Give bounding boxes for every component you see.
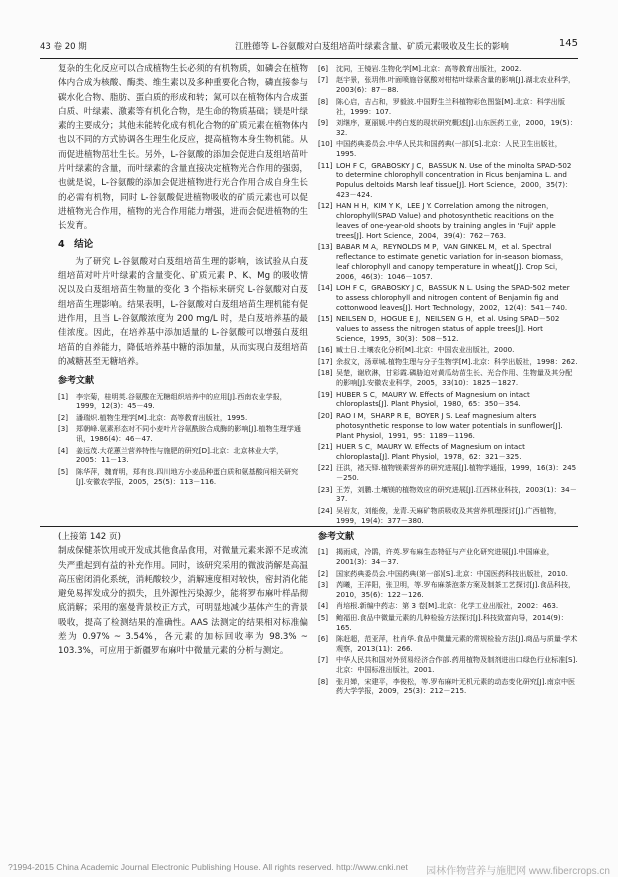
- reference-item: [318, 411, 578, 440]
- reference-number: [22]: [318, 463, 333, 473]
- reference-item: [318, 601, 578, 611]
- authors-title: 江胜德等 L-谷氨酸对白芨组培苗叶绿素含量、矿质元素吸收及生长的影响: [235, 42, 509, 52]
- upper-left-column: [58, 62, 308, 488]
- copyright-footer: ?1994-2015 China Academic Journal Electronic Publishing House. All rights reserved. http://www.cnki.net: [8, 862, 408, 872]
- reference-number: [6]: [318, 634, 329, 644]
- reference-number: [17]: [318, 356, 333, 366]
- reference-text: 姜远茂.大花蕙兰营养特性与施肥的研究[D].北京：北京林业大学，2005：11－13.: [76, 445, 284, 465]
- reference-text: 郑朝峰.氨素形态对不同小麦叶片谷氨酰胺合成酶的影响[J].植物生理学通讯，1986(4)：46－47.: [76, 424, 301, 444]
- lower-left-column: [58, 530, 308, 659]
- reference-item: [318, 64, 578, 74]
- reference-text: NEILSEN D，HOGUE E J，NEILSEN G H，et al. Using SPAD－502 values to assess the nitrogen status of apple trees[J]. Hort Science，1995，30(3)：508－512.: [336, 314, 560, 343]
- reference-item: [318, 677, 578, 697]
- reference-number: [6]: [318, 64, 329, 73]
- section-heading-conclusion: 4 结论: [58, 238, 94, 250]
- reference-text: 臧士日.土壤农化分析[M].北京：中国农业出版社，2000.: [336, 345, 515, 355]
- header-rule: [40, 58, 578, 59]
- reference-number: [20]: [318, 410, 333, 420]
- reference-item: [318, 75, 578, 95]
- reference-number: [15]: [318, 314, 333, 324]
- reference-item: [318, 242, 578, 281]
- reference-item: [318, 547, 578, 567]
- reference-text: 国家药典委员会.中国药典(第一部)[S].北京：中国医药科技出版社，2010.: [336, 568, 568, 578]
- reference-item: [58, 392, 308, 412]
- reference-item: [58, 424, 308, 444]
- reference-text: LOH F C，GRABOSKY J C，BASSUK N. Use of the minolta SPAD-502 to determine chlorophyll concentration in Ficus benjamina L. and Populus deltoids Marsh leaf tissue[J]. Hort Science，2000，35(7)：423－424.: [336, 160, 573, 199]
- reference-list: [318, 64, 578, 527]
- reference-text: 潘瑞炽.植物生理学[M].北京：高等教育出版社，1995.: [76, 412, 248, 422]
- watermark: 园林作物营养与施肥网 www.fibercrops.cn: [426, 866, 610, 877]
- reference-number: [11]: [318, 160, 333, 170]
- reference-text: 吴楚，谢欣淋，甘彩霞.磷胁迫对黄瓜幼苗生长、光合作用、生物量及其分配的影响[J].安徽农业科学，2005，33(10)：1825－1827.: [336, 368, 573, 388]
- reference-number: [5]: [58, 466, 69, 476]
- reference-number: [13]: [318, 242, 333, 252]
- reference-text: 陈心启，吉占和，罗毅波.中国野生兰科植物彩色图鉴[M].北京：科学出版社，1999：107.: [336, 96, 565, 116]
- article-divider: [40, 526, 578, 527]
- reference-text: 陈华萍，魏育明，郑有良.四川地方小麦品种蛋白质和氨基酸问相关研究[J].安徽农学报，2005，25(5)：113－116.: [76, 466, 299, 486]
- reference-number: [3]: [318, 580, 329, 590]
- reference-item: [318, 314, 578, 343]
- body-paragraph: 制成保健茶饮用或开发成其他食品食用，对微量元素来源不足或流失严重起到有益的补充作用。同时，该研究采用的微波消解是高温高压密闭消化系统，消耗酸较少，消解速度相对较快，密封消化能避免易挥发成分的损失，且外源性污染源少，能将罗布麻叶样品彻底消解；采用的塞曼背景校正方式，可明显地减少基体产生的背景吸收，提高了检测结果的准确性。AAS 法测定的结果相对标准偏差为 0.97% ~ 3.54%，各元素的加标回收率为 98.3% ~ 103.3%，可应用于新疆罗布麻叶中微量元素的分析与测定。: [58, 546, 308, 657]
- reference-item: [318, 580, 578, 600]
- reference-text: 肖培根.新编中药志：第 3 卷[M].北京：化学工业出版社，2002：463.: [336, 601, 559, 611]
- reference-text: 陈赶超，范亚萍，杜肖华.食品中微量元素的常规检验方法[J].商品与质量·学术观察，2013(11)：266.: [336, 634, 578, 653]
- reference-text: 张月婵，宋建平，李俊松，等.罗布麻叶无机元素的动态变化研究[J].南京中医药大学学报，2009，25(3)：212－215.: [336, 676, 576, 696]
- reference-text: 中华人民共和国对外贸易经济合作部.药用植物及制剂进出口绿色行业标准[S].北京：中国标准出版社，2001.: [336, 655, 578, 675]
- reference-text: HUER S C，MAURY W. Effects of Magnesium on intact chloroplasta[J]. Plant Physiol，1978，62：321－325.: [336, 442, 525, 461]
- volume-issue: 43 卷 20 期: [40, 42, 87, 52]
- reference-item: [318, 634, 578, 654]
- reference-item: [318, 485, 578, 505]
- reference-number: [5]: [318, 612, 329, 622]
- reference-text: 中国药典委员会.中华人民共和国药典(一部)[S].北京：人民卫生出版社，1995.: [336, 139, 562, 159]
- reference-item: [318, 161, 578, 200]
- reference-item: [318, 368, 578, 388]
- references-heading: 参考文献: [58, 376, 95, 387]
- reference-number: [12]: [318, 201, 333, 211]
- reference-text: 吴岩友，刘能俊，龙青.天麻矿物质吸收及其营养机理探讨[J].广西植物，1999，19(4)：377－380.: [336, 505, 561, 525]
- references-heading: 参考文献: [318, 532, 355, 542]
- reference-text: 刘继序，夏丽媛.中药白芨的现状研究概述[J].山东医药工业，2000，19(5)：32.: [336, 118, 577, 137]
- reference-text: 赵宇景，张玥伟.叶面喷施谷氨酸对柑桔叶绿素含量的影响[J].湖北农业科学，2003(6)：87－88.: [336, 75, 576, 95]
- reference-text: 揭雨成，冷鹃，许英.罗布麻生态特征与产业化研究进展[J].中国麻业，2001(3)：34－37.: [336, 547, 554, 567]
- reference-text: 王芳，刘鹏.土壤镁的植物效应的研究进展[J].江西林业科技，2003(1)：34－37.: [336, 484, 577, 504]
- reference-number: [2]: [58, 412, 69, 422]
- lower-right-column: [318, 530, 578, 698]
- reference-number: [10]: [318, 139, 333, 149]
- reference-number: [4]: [58, 445, 69, 455]
- reference-number: [23]: [318, 484, 333, 494]
- reference-item: [318, 97, 578, 117]
- reference-number: [14]: [318, 283, 333, 293]
- reference-list: [58, 392, 308, 487]
- reference-text: HUBER S C，MAURY W. Effects of Magnesium on intact chloroplasts[J]. Plant Physiol，1980，65：350－354.: [336, 389, 530, 409]
- reference-item: [58, 467, 308, 487]
- reference-number: [1]: [58, 391, 69, 401]
- reference-text: 汪洪，褚天铎.植物镁素营养的研究进展[J].植物学通报，1999，16(3)：245－250.: [336, 463, 577, 483]
- reference-number: [16]: [318, 345, 333, 355]
- continued-note: (上接第 142 页): [58, 532, 121, 542]
- reference-text: 余叔文，汤章城.植物生理与分子生物学[M].北京：科学出版社，1998：262.: [336, 356, 578, 366]
- reference-item: [58, 413, 308, 423]
- reference-number: [4]: [318, 601, 329, 611]
- reference-number: [19]: [318, 389, 333, 399]
- reference-number: [18]: [318, 368, 333, 378]
- body-paragraph: 为了研究 L-谷氨酸对白芨组培苗生理的影响，该试验从白芨组培苗对叶片叶绿素的含量变化、矿质元素 P、K、Mg 的吸收情况以及白芨组培苗生物量的变化 3 个指标来研究 L-谷氨酸对白芨组培苗生理影响。结果表明，L-谷氨酸对白芨组培苗生理机能有促进作用，且当 L-谷氨酸浓度为 200 mg/L 时，是白芨培养基的最佳浓度。因此，在培养基中添加适量的 L-谷氨酸可以增强白芨组培苗的自养能力，降低培养基中糖的添加量，从而实现白芨组培苗的减糖甚至无糖培养。: [58, 256, 308, 367]
- reference-item: [318, 201, 578, 240]
- body-paragraph: 复杂的生化反应可以合成植物生长必须的有机物质，如磷会在植物体内合成为核酸、酶类、维生素以及多种重要化合物，磷直接参与碳水化合物、脂肪、蛋白质的形成和转；氮可以在植物体内合成蛋白质、叶绿素、激素等有机化合物，是生命的物质基础；镁是叶绿素的主要成分；其他未能转化成有机化合物的矿质元素在植物体内也以不同的方式协调各生理生化反应，提高植物本身生物机能。从而促进植物茁壮生长。另外，L-谷氨酸的添加会促进白芨组培苗叶片叶绿素的含量，而叶绿素的含量直接决定植物光合作用的强弱，也就是说，L-谷氨酸的添加会促进植物进行光合作用合成自身生长的必需有机物，同时 L-谷氨酸促进植物吸收的矿质元素也可以促进植物光合作用，植物的光合作用能力增强，进而会促进植物的生长发育。: [58, 64, 308, 232]
- reference-list: [318, 547, 578, 696]
- reference-text: LOH F C，GRABOSKY J C，BASSUK N L. Using the SPAD-502 meter to assess chlorophyll and nitrogen content of Benjamin fig and cottonwood leaves[J]. Hort Technology，2002，12(4)：541－740.: [336, 283, 570, 312]
- reference-number: [3]: [58, 424, 69, 434]
- reference-item: [318, 345, 578, 355]
- reference-number: [9]: [318, 118, 329, 128]
- reference-item: [318, 569, 578, 579]
- reference-item: [318, 613, 578, 633]
- reference-text: 鲍福田.食品中微量元素的几种检验方法探讨[J].科技致富向导，2014(9)：165.: [336, 612, 568, 632]
- reference-item: [318, 655, 578, 675]
- reference-number: [8]: [318, 96, 329, 106]
- reference-item: [318, 506, 578, 526]
- reference-item: [318, 139, 578, 159]
- page-number: 145: [558, 38, 578, 49]
- reference-item: [318, 357, 578, 367]
- reference-number: [7]: [318, 75, 329, 85]
- reference-text: BABAR M A，REYNOLDS M P，VAN GINKEL M，et al. Spectral reflectance to estimate genetic variation for in-season biomass，leaf chlorophyll and canopy temperature in wheat[J]. Crop Sci，2006，46(3)：1046－1057.: [336, 242, 568, 281]
- reference-text: RAO I M，SHARP R E，BOYER J S. Leaf magnesium alters photosynthetic response to low water potentials in sunflower[J]. Plant Physiol，1991，95：1189－1196.: [336, 410, 563, 440]
- reference-number: [1]: [318, 547, 329, 557]
- reference-item: [318, 463, 578, 483]
- reference-text: 沈同，王镜岩.生物化学[M].北京：高等教育出版社，2002.: [336, 64, 522, 73]
- running-header: [40, 38, 578, 56]
- reference-number: [21]: [318, 442, 333, 451]
- reference-item: [318, 118, 578, 138]
- reference-text: 李宗菊，桂明英.谷氨酸在无糖组织培养中的应用[J].西南农业学报，1999，12(3)：45－49.: [76, 391, 287, 411]
- reference-item: [318, 442, 578, 462]
- reference-item: [318, 390, 578, 410]
- reference-item: [318, 283, 578, 312]
- reference-text: 芮曦，王洋阳，张卫明，等.罗布麻茶泡茶方案及制茶工艺探讨[J].食品科技，2010，35(6)：122－126.: [336, 580, 576, 599]
- reference-number: [8]: [318, 676, 329, 686]
- reference-item: [58, 446, 308, 466]
- reference-text: HAN H H，KIM Y K，LEE J Y. Correlation among the nitrogen，chlorophyll(SPAD Value) and photosynthetic reacitions on the leaves of one-year-old shoots by training angles in 'Fuji' apple trees[J]. Hort Science，2004，39(4)：762－763.: [336, 201, 556, 240]
- reference-number: [24]: [318, 505, 333, 515]
- reference-number: [7]: [318, 655, 329, 665]
- reference-number: [2]: [318, 568, 329, 578]
